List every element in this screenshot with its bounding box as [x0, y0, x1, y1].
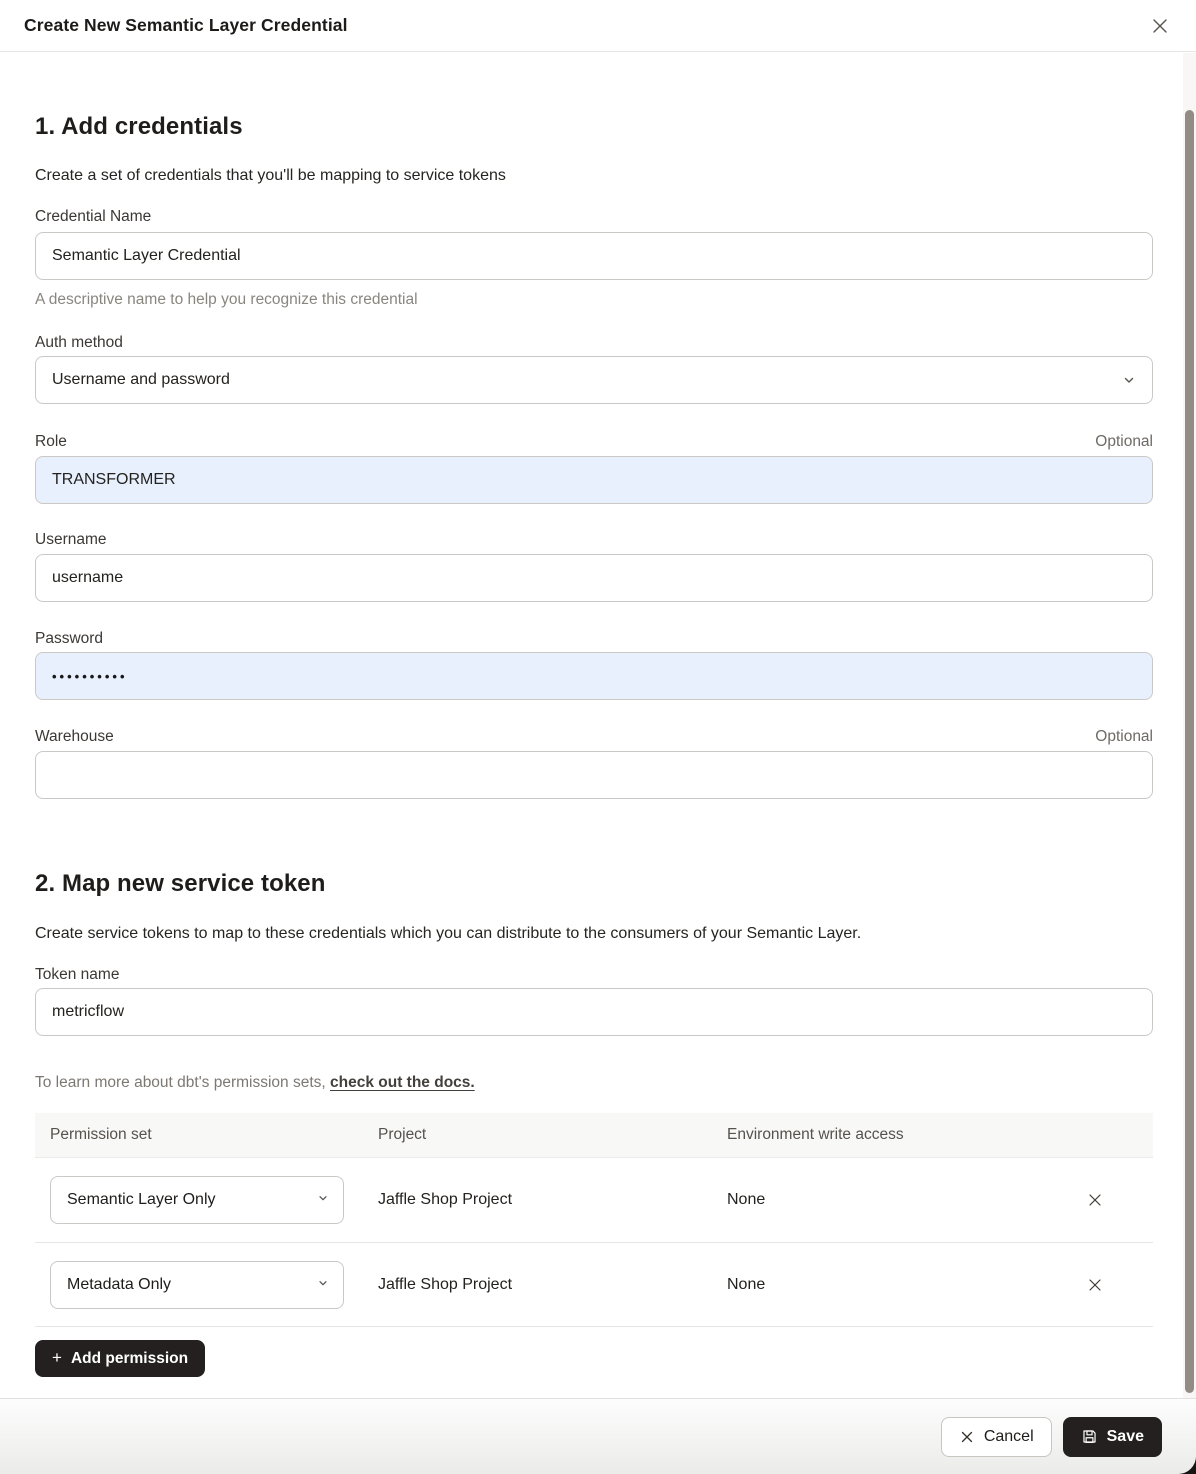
docs-link[interactable]: check out the docs.: [330, 1074, 475, 1091]
role-input[interactable]: [35, 456, 1153, 504]
docs-note-text: To learn more about dbt's permission sets,: [35, 1074, 331, 1091]
credential-name-helper: A descriptive name to help you recognize this credential: [35, 291, 418, 308]
auth-method-label: Auth method: [35, 334, 123, 351]
section-2-heading: 2. Map new service token: [35, 870, 326, 897]
project-cell: Jaffle Shop Project: [378, 1191, 513, 1208]
save-button[interactable]: [1063, 1417, 1162, 1457]
cancel-button[interactable]: [941, 1417, 1052, 1457]
permissions-table-header: [35, 1113, 1153, 1158]
close-icon: [1086, 1276, 1104, 1294]
scrollbar-track[interactable]: [1183, 53, 1196, 1398]
close-icon: [1086, 1191, 1104, 1209]
warehouse-label: Warehouse: [35, 728, 114, 745]
auth-method-value: Username and password: [52, 371, 230, 388]
column-header-project: Project: [378, 1126, 427, 1143]
column-header-env-write-access: Environment write access: [727, 1126, 904, 1143]
section-1-heading: 1. Add credentials: [35, 113, 243, 140]
role-label: Role: [35, 433, 67, 450]
token-name-label: Token name: [35, 966, 120, 983]
env-write-access-cell: None: [727, 1275, 766, 1293]
env-write-access-cell: None: [727, 1191, 766, 1208]
modal-content: [0, 53, 1196, 1398]
scrollbar-thumb[interactable]: [1185, 110, 1194, 1393]
password-label: Password: [35, 630, 104, 647]
chevron-down-icon: [317, 1191, 329, 1209]
warehouse-input[interactable]: [35, 751, 1153, 799]
warehouse-optional-badge: Optional: [1095, 728, 1153, 745]
remove-permission-button[interactable]: [1079, 1269, 1111, 1301]
token-name-input[interactable]: [35, 988, 1153, 1036]
permission-set-value: Metadata Only: [67, 1275, 172, 1293]
chevron-down-icon: [317, 1276, 329, 1294]
add-permission-button[interactable]: [35, 1340, 205, 1377]
permission-set-select[interactable]: [50, 1176, 344, 1224]
auth-method-select[interactable]: [35, 356, 1153, 404]
section-2-description: Create service tokens to map to these credentials which you can distribute to the consumers of your Semantic Layer.: [35, 925, 862, 942]
close-button[interactable]: [1146, 12, 1174, 40]
add-permission-label: Add permission: [70, 1349, 189, 1367]
permission-set-select[interactable]: [50, 1261, 344, 1309]
modal-title: Create New Semantic Layer Credential: [24, 15, 348, 35]
credential-name-input[interactable]: [35, 232, 1153, 280]
close-icon: [1149, 15, 1171, 37]
chevron-down-icon: [1122, 373, 1136, 387]
modal-footer: [0, 1398, 1196, 1474]
save-label: Save: [1106, 1427, 1144, 1445]
cancel-label: Cancel: [983, 1427, 1034, 1445]
save-icon: [1081, 1428, 1098, 1445]
modal-header: [0, 0, 1196, 52]
remove-permission-button[interactable]: [1079, 1184, 1111, 1216]
plus-icon: +: [52, 1348, 62, 1367]
permissions-table: [35, 1113, 1153, 1327]
project-cell: Jaffle Shop Project: [378, 1275, 513, 1293]
username-label: Username: [35, 531, 107, 548]
permission-set-value: Semantic Layer Only: [67, 1191, 216, 1208]
permission-docs-note: [35, 1072, 1153, 1094]
role-optional-badge: Optional: [1095, 433, 1153, 450]
table-row: [35, 1242, 1153, 1326]
close-icon: [959, 1429, 975, 1445]
column-header-permission-set: Permission set: [50, 1126, 152, 1143]
credential-name-label: Credential Name: [35, 208, 152, 225]
username-input[interactable]: [35, 554, 1153, 602]
table-row: [35, 1158, 1153, 1242]
password-input[interactable]: [35, 652, 1153, 700]
section-1-description: Create a set of credentials that you'll be mapping to service tokens: [35, 167, 506, 184]
